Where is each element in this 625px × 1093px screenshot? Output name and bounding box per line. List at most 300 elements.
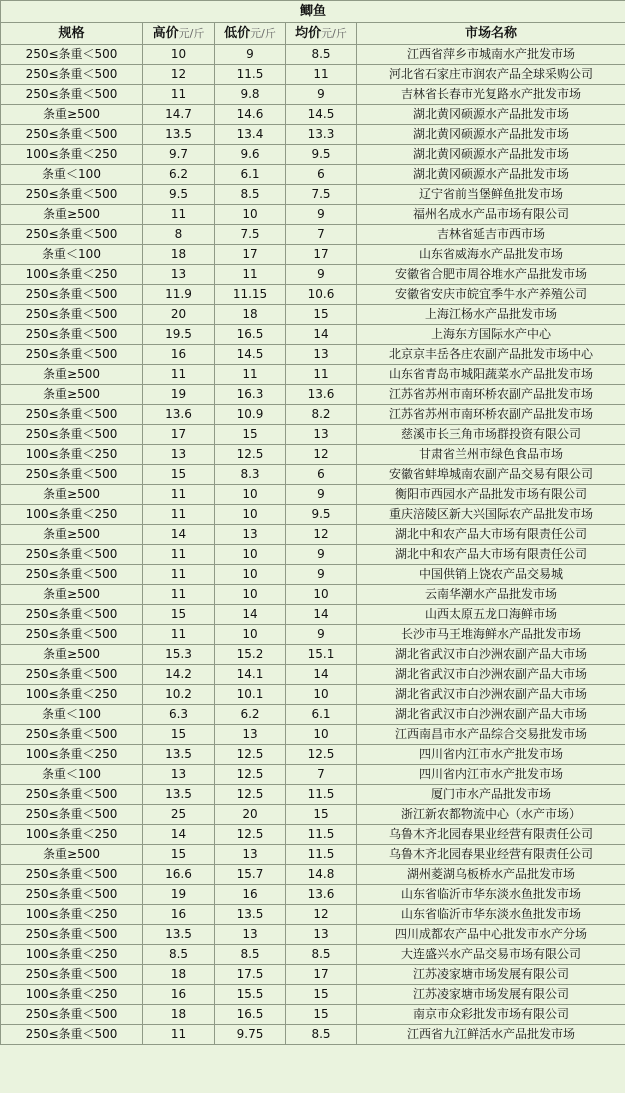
table-row	[1, 965, 625, 985]
cell-high: 6.2	[143, 165, 215, 185]
table-row	[1, 45, 625, 65]
cell-avg: 14	[286, 325, 357, 345]
table-row	[1, 605, 625, 625]
cell-spec: 250≤条重＜500	[1, 45, 143, 65]
cell-spec: 100≤条重＜250	[1, 265, 143, 285]
cell-spec: 250≤条重＜500	[1, 345, 143, 365]
table-row	[1, 65, 625, 85]
cell-spec: 250≤条重＜500	[1, 1025, 143, 1045]
table-row	[1, 305, 625, 325]
cell-avg: 9	[286, 565, 357, 585]
table-row	[1, 765, 625, 785]
cell-low: 12.5	[215, 765, 286, 785]
cell-avg: 10	[286, 585, 357, 605]
cell-low: 16.3	[215, 385, 286, 405]
cell-low: 14.5	[215, 345, 286, 365]
cell-market: 河北省石家庄市润农产品全球采购公司	[357, 65, 625, 85]
cell-avg: 6.1	[286, 705, 357, 725]
cell-avg: 15.1	[286, 645, 357, 665]
table-row	[1, 85, 625, 105]
table-row	[1, 885, 625, 905]
cell-low: 16.5	[215, 325, 286, 345]
cell-spec: 250≤条重＜500	[1, 605, 143, 625]
cell-low: 11	[215, 365, 286, 385]
table-row	[1, 365, 625, 385]
cell-avg: 12.5	[286, 745, 357, 765]
cell-market: 长沙市马王堆海鲜水产品批发市场	[357, 625, 625, 645]
cell-high: 8	[143, 225, 215, 245]
cell-high: 14	[143, 825, 215, 845]
cell-low: 11	[215, 265, 286, 285]
cell-avg: 11	[286, 365, 357, 385]
cell-high: 11	[143, 365, 215, 385]
cell-spec: 250≤条重＜500	[1, 785, 143, 805]
cell-spec: 250≤条重＜500	[1, 305, 143, 325]
cell-market: 山东省威海水产品批发市场	[357, 245, 625, 265]
cell-low: 20	[215, 805, 286, 825]
cell-spec: 250≤条重＜500	[1, 405, 143, 425]
cell-avg: 8.2	[286, 405, 357, 425]
cell-spec: 250≤条重＜500	[1, 125, 143, 145]
cell-avg: 9.5	[286, 145, 357, 165]
cell-avg: 10.6	[286, 285, 357, 305]
cell-high: 11	[143, 205, 215, 225]
table-row	[1, 105, 625, 125]
table-row	[1, 425, 625, 445]
cell-avg: 12	[286, 525, 357, 545]
table-row	[1, 325, 625, 345]
table-row	[1, 825, 625, 845]
cell-avg: 10	[286, 685, 357, 705]
cell-market: 湖北黄冈硕源水产品批发市场	[357, 125, 625, 145]
cell-low: 7.5	[215, 225, 286, 245]
cell-market: 江西省萍乡市城南水产批发市场	[357, 45, 625, 65]
cell-spec: 条重≥500	[1, 385, 143, 405]
cell-high: 11	[143, 485, 215, 505]
cell-market: 四川省内江市水产批发市场	[357, 765, 625, 785]
table-row	[1, 225, 625, 245]
header-market: 市场名称	[357, 23, 625, 45]
cell-high: 13	[143, 765, 215, 785]
cell-low: 11.5	[215, 65, 286, 85]
cell-market: 大连盛兴水产品交易市场有限公司	[357, 945, 625, 965]
table-row	[1, 485, 625, 505]
cell-market: 湖北省武汉市白沙洲农副产品大市场	[357, 705, 625, 725]
cell-spec: 250≤条重＜500	[1, 545, 143, 565]
cell-low: 10	[215, 545, 286, 565]
table-row	[1, 725, 625, 745]
cell-high: 20	[143, 305, 215, 325]
cell-high: 11	[143, 1025, 215, 1045]
cell-low: 6.1	[215, 165, 286, 185]
cell-avg: 13	[286, 345, 357, 365]
cell-low: 15.2	[215, 645, 286, 665]
cell-low: 12.5	[215, 745, 286, 765]
table-row	[1, 525, 625, 545]
cell-spec: 100≤条重＜250	[1, 745, 143, 765]
cell-high: 16	[143, 905, 215, 925]
table-row	[1, 845, 625, 865]
cell-avg: 9	[286, 85, 357, 105]
cell-market: 江苏凌家塘市场发展有限公司	[357, 985, 625, 1005]
cell-avg: 11.5	[286, 825, 357, 845]
cell-market: 厦门市水产品批发市场	[357, 785, 625, 805]
cell-market: 四川省内江市水产批发市场	[357, 745, 625, 765]
cell-avg: 9	[286, 485, 357, 505]
cell-spec: 100≤条重＜250	[1, 905, 143, 925]
cell-spec: 100≤条重＜250	[1, 685, 143, 705]
header-avg-label: 均价	[295, 26, 322, 41]
cell-avg: 9	[286, 205, 357, 225]
header-avg-unit: 元/斤	[321, 27, 347, 40]
cell-high: 9.5	[143, 185, 215, 205]
header-high-label: 高价	[152, 26, 179, 41]
cell-high: 17	[143, 425, 215, 445]
cell-spec: 100≤条重＜250	[1, 985, 143, 1005]
header-low	[215, 23, 286, 45]
cell-high: 25	[143, 805, 215, 825]
cell-market: 湖北黄冈硕源水产品批发市场	[357, 105, 625, 125]
table-row	[1, 645, 625, 665]
cell-spec: 条重＜100	[1, 705, 143, 725]
cell-low: 10.1	[215, 685, 286, 705]
table-row	[1, 785, 625, 805]
cell-market: 山东省临沂市华东淡水鱼批发市场	[357, 885, 625, 905]
table-row	[1, 905, 625, 925]
cell-spec: 250≤条重＜500	[1, 965, 143, 985]
cell-low: 17.5	[215, 965, 286, 985]
cell-high: 10	[143, 45, 215, 65]
cell-market: 湖北黄冈硕源水产品批发市场	[357, 145, 625, 165]
cell-low: 8.5	[215, 185, 286, 205]
cell-avg: 14.5	[286, 105, 357, 125]
table-row	[1, 445, 625, 465]
cell-low: 9.75	[215, 1025, 286, 1045]
cell-high: 14.7	[143, 105, 215, 125]
cell-market: 安徽省蚌埠城南农副产品交易有限公司	[357, 465, 625, 485]
cell-avg: 13	[286, 425, 357, 445]
table-body	[1, 45, 625, 1045]
cell-low: 13	[215, 845, 286, 865]
cell-high: 11	[143, 565, 215, 585]
cell-spec: 100≤条重＜250	[1, 505, 143, 525]
cell-high: 10.2	[143, 685, 215, 705]
table-row	[1, 285, 625, 305]
table-row	[1, 925, 625, 945]
cell-avg: 11	[286, 65, 357, 85]
cell-high: 18	[143, 245, 215, 265]
cell-low: 8.3	[215, 465, 286, 485]
cell-low: 10	[215, 565, 286, 585]
cell-high: 16	[143, 345, 215, 365]
cell-high: 15	[143, 725, 215, 745]
cell-spec: 250≤条重＜500	[1, 885, 143, 905]
cell-low: 10	[215, 625, 286, 645]
table-row	[1, 185, 625, 205]
cell-high: 13.5	[143, 785, 215, 805]
cell-spec: 250≤条重＜500	[1, 805, 143, 825]
table-row	[1, 665, 625, 685]
cell-high: 6.3	[143, 705, 215, 725]
cell-low: 10	[215, 585, 286, 605]
cell-market: 四川成都农产品中心批发市水产分场	[357, 925, 625, 945]
cell-avg: 14.8	[286, 865, 357, 885]
cell-avg: 7	[286, 225, 357, 245]
header-low-unit: 元/斤	[250, 27, 276, 40]
cell-low: 10.9	[215, 405, 286, 425]
table-row	[1, 165, 625, 185]
cell-market: 福州名成水产品市场有限公司	[357, 205, 625, 225]
cell-high: 13.5	[143, 125, 215, 145]
cell-market: 山西太原五龙口海鲜市场	[357, 605, 625, 625]
cell-high: 14	[143, 525, 215, 545]
table-title: 鲫鱼	[1, 1, 625, 23]
cell-spec: 条重≥500	[1, 365, 143, 385]
cell-avg: 13.3	[286, 125, 357, 145]
cell-spec: 条重≥500	[1, 585, 143, 605]
cell-spec: 条重≥500	[1, 485, 143, 505]
cell-avg: 9	[286, 625, 357, 645]
table-row	[1, 865, 625, 885]
cell-market: 湖北中和农产品大市场有限责任公司	[357, 545, 625, 565]
cell-high: 16.6	[143, 865, 215, 885]
cell-high: 11	[143, 545, 215, 565]
cell-avg: 13.6	[286, 885, 357, 905]
cell-low: 18	[215, 305, 286, 325]
header-high-unit: 元/斤	[178, 27, 205, 40]
cell-avg: 13	[286, 925, 357, 945]
cell-market: 江西南昌市水产品综合交易批发市场	[357, 725, 625, 745]
cell-avg: 7.5	[286, 185, 357, 205]
cell-market: 浙江新农都物流中心（水产市场）	[357, 805, 625, 825]
cell-market: 山东省青岛市城阳蔬菜水产品批发市场	[357, 365, 625, 385]
cell-spec: 条重≥500	[1, 845, 143, 865]
cell-spec: 100≤条重＜250	[1, 145, 143, 165]
cell-market: 湖北省武汉市白沙洲农副产品大市场	[357, 665, 625, 685]
table-row	[1, 985, 625, 1005]
cell-market: 江苏省苏州市南环桥农副产品批发市场	[357, 405, 625, 425]
cell-market: 湖北省武汉市白沙洲农副产品大市场	[357, 645, 625, 665]
cell-market: 辽宁省前当堡鲜鱼批发市场	[357, 185, 625, 205]
cell-high: 18	[143, 965, 215, 985]
cell-high: 19	[143, 885, 215, 905]
cell-spec: 250≤条重＜500	[1, 285, 143, 305]
table-row	[1, 805, 625, 825]
cell-low: 9.8	[215, 85, 286, 105]
cell-market: 安徽省安庆市皖宜季牛水产养殖公司	[357, 285, 625, 305]
cell-spec: 250≤条重＜500	[1, 865, 143, 885]
cell-high: 8.5	[143, 945, 215, 965]
table-row	[1, 145, 625, 165]
cell-market: 重庆涪陵区新大兴国际农产品批发市场	[357, 505, 625, 525]
cell-spec: 条重＜100	[1, 765, 143, 785]
cell-market: 中国供销上饶农产品交易城	[357, 565, 625, 585]
table-row	[1, 585, 625, 605]
cell-high: 15	[143, 605, 215, 625]
table-row	[1, 685, 625, 705]
cell-high: 14.2	[143, 665, 215, 685]
cell-high: 16	[143, 985, 215, 1005]
cell-high: 9.7	[143, 145, 215, 165]
cell-avg: 9	[286, 265, 357, 285]
cell-low: 16.5	[215, 1005, 286, 1025]
cell-spec: 条重≥500	[1, 645, 143, 665]
cell-high: 11	[143, 505, 215, 525]
cell-spec: 250≤条重＜500	[1, 565, 143, 585]
cell-high: 18	[143, 1005, 215, 1025]
cell-high: 13	[143, 265, 215, 285]
cell-avg: 7	[286, 765, 357, 785]
cell-market: 乌鲁木齐北园春果业经营有限责任公司	[357, 825, 625, 845]
cell-low: 12.5	[215, 825, 286, 845]
cell-low: 17	[215, 245, 286, 265]
header-avg	[286, 23, 357, 45]
cell-market: 上海江杨水产品批发市场	[357, 305, 625, 325]
cell-market: 江西省九江鲜活水产品批发市场	[357, 1025, 625, 1045]
cell-high: 13	[143, 445, 215, 465]
cell-high: 11	[143, 625, 215, 645]
table-header-row	[1, 23, 625, 45]
cell-high: 13.6	[143, 405, 215, 425]
cell-avg: 15	[286, 1005, 357, 1025]
cell-market: 湖北黄冈硕源水产品批发市场	[357, 165, 625, 185]
cell-low: 12.5	[215, 785, 286, 805]
cell-avg: 6	[286, 165, 357, 185]
table-row	[1, 705, 625, 725]
cell-market: 南京市众彩批发市场有限公司	[357, 1005, 625, 1025]
cell-market: 甘肃省兰州市绿色食品市场	[357, 445, 625, 465]
cell-high: 12	[143, 65, 215, 85]
cell-low: 14.1	[215, 665, 286, 685]
table-row	[1, 625, 625, 645]
cell-high: 13.5	[143, 745, 215, 765]
table-row	[1, 945, 625, 965]
cell-spec: 250≤条重＜500	[1, 425, 143, 445]
cell-avg: 9	[286, 545, 357, 565]
cell-avg: 17	[286, 965, 357, 985]
cell-avg: 17	[286, 245, 357, 265]
cell-spec: 250≤条重＜500	[1, 465, 143, 485]
cell-spec: 250≤条重＜500	[1, 325, 143, 345]
cell-avg: 6	[286, 465, 357, 485]
table-row	[1, 245, 625, 265]
cell-market: 上海东方国际水产中心	[357, 325, 625, 345]
cell-avg: 15	[286, 305, 357, 325]
cell-high: 15	[143, 465, 215, 485]
cell-avg: 11.5	[286, 845, 357, 865]
cell-avg: 8.5	[286, 1025, 357, 1045]
cell-market: 乌鲁木齐北园春果业经营有限责任公司	[357, 845, 625, 865]
cell-avg: 12	[286, 905, 357, 925]
cell-spec: 250≤条重＜500	[1, 665, 143, 685]
cell-spec: 条重＜100	[1, 245, 143, 265]
cell-low: 16	[215, 885, 286, 905]
cell-low: 13	[215, 925, 286, 945]
cell-high: 11	[143, 585, 215, 605]
cell-avg: 11.5	[286, 785, 357, 805]
table-row	[1, 505, 625, 525]
cell-high: 11.9	[143, 285, 215, 305]
cell-spec: 250≤条重＜500	[1, 725, 143, 745]
cell-low: 6.2	[215, 705, 286, 725]
cell-market: 安徽省合肥市周谷堆水产品批发市场	[357, 265, 625, 285]
cell-market: 山东省临沂市华东淡水鱼批发市场	[357, 905, 625, 925]
cell-low: 15	[215, 425, 286, 445]
table-row	[1, 1025, 625, 1045]
cell-spec: 250≤条重＜500	[1, 85, 143, 105]
cell-market: 云南华潮水产品批发市场	[357, 585, 625, 605]
cell-spec: 100≤条重＜250	[1, 825, 143, 845]
table-row	[1, 125, 625, 145]
cell-avg: 15	[286, 985, 357, 1005]
cell-high: 15.3	[143, 645, 215, 665]
cell-avg: 12	[286, 445, 357, 465]
cell-spec: 250≤条重＜500	[1, 225, 143, 245]
table-row	[1, 545, 625, 565]
table-row	[1, 465, 625, 485]
cell-spec: 100≤条重＜250	[1, 945, 143, 965]
table-row	[1, 265, 625, 285]
table-row	[1, 385, 625, 405]
cell-avg: 8.5	[286, 945, 357, 965]
cell-market: 吉林省延吉市西市场	[357, 225, 625, 245]
table-row	[1, 1005, 625, 1025]
table-row	[1, 405, 625, 425]
cell-low: 15.7	[215, 865, 286, 885]
cell-spec: 250≤条重＜500	[1, 625, 143, 645]
cell-low: 13	[215, 725, 286, 745]
cell-low: 10	[215, 485, 286, 505]
cell-high: 13.5	[143, 925, 215, 945]
cell-market: 北京京丰岳各庄农副产品批发市场中心	[357, 345, 625, 365]
cell-market: 吉林省长春市光复路水产批发市场	[357, 85, 625, 105]
cell-spec: 条重≥500	[1, 205, 143, 225]
cell-low: 10	[215, 205, 286, 225]
cell-spec: 250≤条重＜500	[1, 185, 143, 205]
cell-high: 11	[143, 85, 215, 105]
cell-low: 14	[215, 605, 286, 625]
cell-low: 9	[215, 45, 286, 65]
cell-market: 湖北省武汉市白沙洲农副产品大市场	[357, 685, 625, 705]
cell-high: 15	[143, 845, 215, 865]
cell-low: 14.6	[215, 105, 286, 125]
cell-low: 13	[215, 525, 286, 545]
cell-avg: 14	[286, 665, 357, 685]
cell-avg: 10	[286, 725, 357, 745]
cell-low: 12.5	[215, 445, 286, 465]
cell-low: 15.5	[215, 985, 286, 1005]
cell-low: 10	[215, 505, 286, 525]
cell-spec: 250≤条重＜500	[1, 1005, 143, 1025]
cell-low: 13.5	[215, 905, 286, 925]
cell-avg: 14	[286, 605, 357, 625]
cell-market: 慈溪市长三角市场群投资有限公司	[357, 425, 625, 445]
cell-spec: 条重≥500	[1, 525, 143, 545]
header-high	[143, 23, 215, 45]
cell-spec: 条重≥500	[1, 105, 143, 125]
cell-avg: 8.5	[286, 45, 357, 65]
cell-high: 19	[143, 385, 215, 405]
table-row	[1, 345, 625, 365]
cell-spec: 100≤条重＜250	[1, 445, 143, 465]
cell-spec: 条重＜100	[1, 165, 143, 185]
table-row	[1, 205, 625, 225]
cell-low: 9.6	[215, 145, 286, 165]
cell-market: 湖北中和农产品大市场有限责任公司	[357, 525, 625, 545]
cell-high: 19.5	[143, 325, 215, 345]
cell-avg: 15	[286, 805, 357, 825]
cell-spec: 250≤条重＜500	[1, 925, 143, 945]
